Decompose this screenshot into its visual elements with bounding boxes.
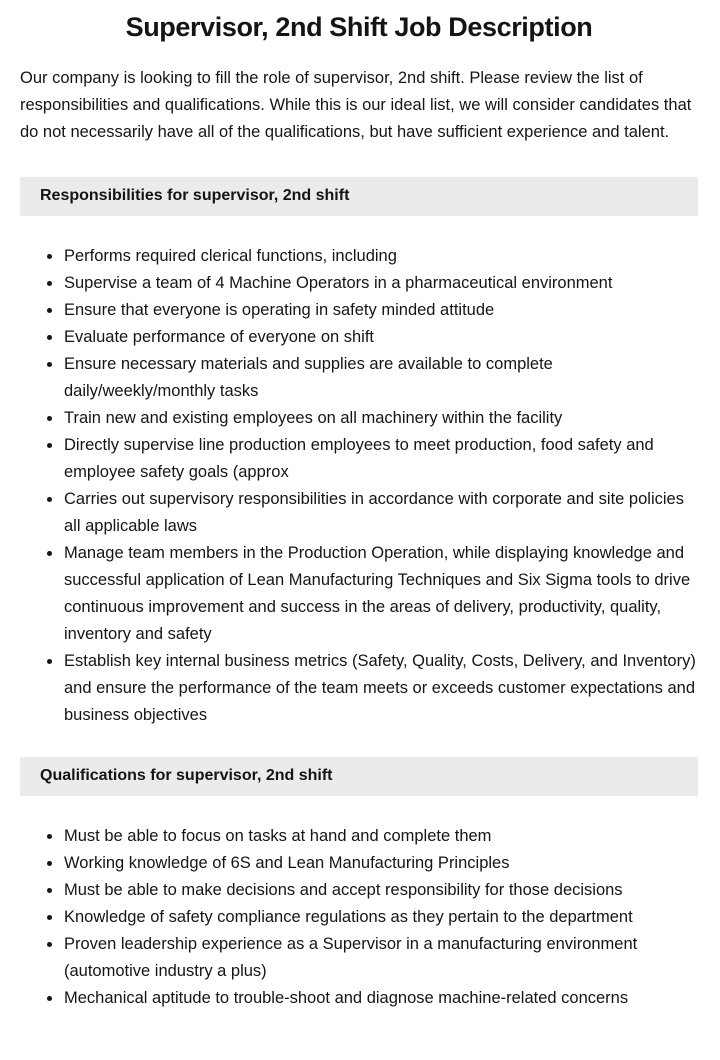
list-item: • Proven leadership experience as a Supervisor in a manufacturing environment (automotive industry a plus) [63,931,698,985]
bullet-list [20,243,698,729]
list-item: • Mechanical aptitude to trouble-shoot and diagnose machine-related concerns [63,985,698,1012]
list-item: • Evaluate performance of everyone on shift [63,324,698,351]
intro-paragraph: Our company is looking to fill the role of supervisor, 2nd shift. Please review the list of responsibilities and qualifications. While this is our ideal list, we will consider candidates that do not necessarily have all of the qualifications, but have sufficient experience and talent. [20,69,692,141]
list-item: • Performs required clerical functions, including [63,243,698,270]
list-item: • Must be able to make decisions and accept responsibility for those decisions [63,877,698,904]
list-item: • Supervise a team of 4 Machine Operators in a pharmaceutical environment [63,270,698,297]
list-item: • Must be able to focus on tasks at hand and complete them [63,823,698,850]
list-item: • Working knowledge of 6S and Lean Manufacturing Principles [63,850,698,877]
list-item: • Train new and existing employees on all machinery within the facility [63,405,698,432]
list-item: • Establish key internal business metrics (Safety, Quality, Costs, Delivery, and Inventory) and ensure the performance of the team meets or exceeds customer expectations and business objectives [63,648,698,729]
list-item: • Ensure that everyone is operating in safety minded attitude [63,297,698,324]
list-item: • Knowledge of safety compliance regulations as they pertain to the department [63,904,698,931]
list-item: • Ensure necessary materials and supplies are available to complete daily/weekly/monthly tasks [63,351,698,405]
section-heading: Responsibilities for supervisor, 2nd shift [20,177,698,216]
list-item: • Carries out supervisory responsibilities in accordance with corporate and site policies all applicable laws [63,486,698,540]
sections-container [20,177,698,1012]
list-item: • Manage team members in the Production Operation, while displaying knowledge and successful application of Lean Manufacturing Techniques and Six Sigma tools to drive continuous improvement and success in the areas of delivery, productivity, quality, inventory and safety [63,540,698,648]
page-title: Supervisor, 2nd Shift Job Description [125,12,593,42]
section-heading: Qualifications for supervisor, 2nd shift [20,757,698,796]
list-item: • Directly supervise line production employees to meet production, food safety and employee safety goals (approx [63,432,698,486]
bullet-list [20,823,698,1012]
